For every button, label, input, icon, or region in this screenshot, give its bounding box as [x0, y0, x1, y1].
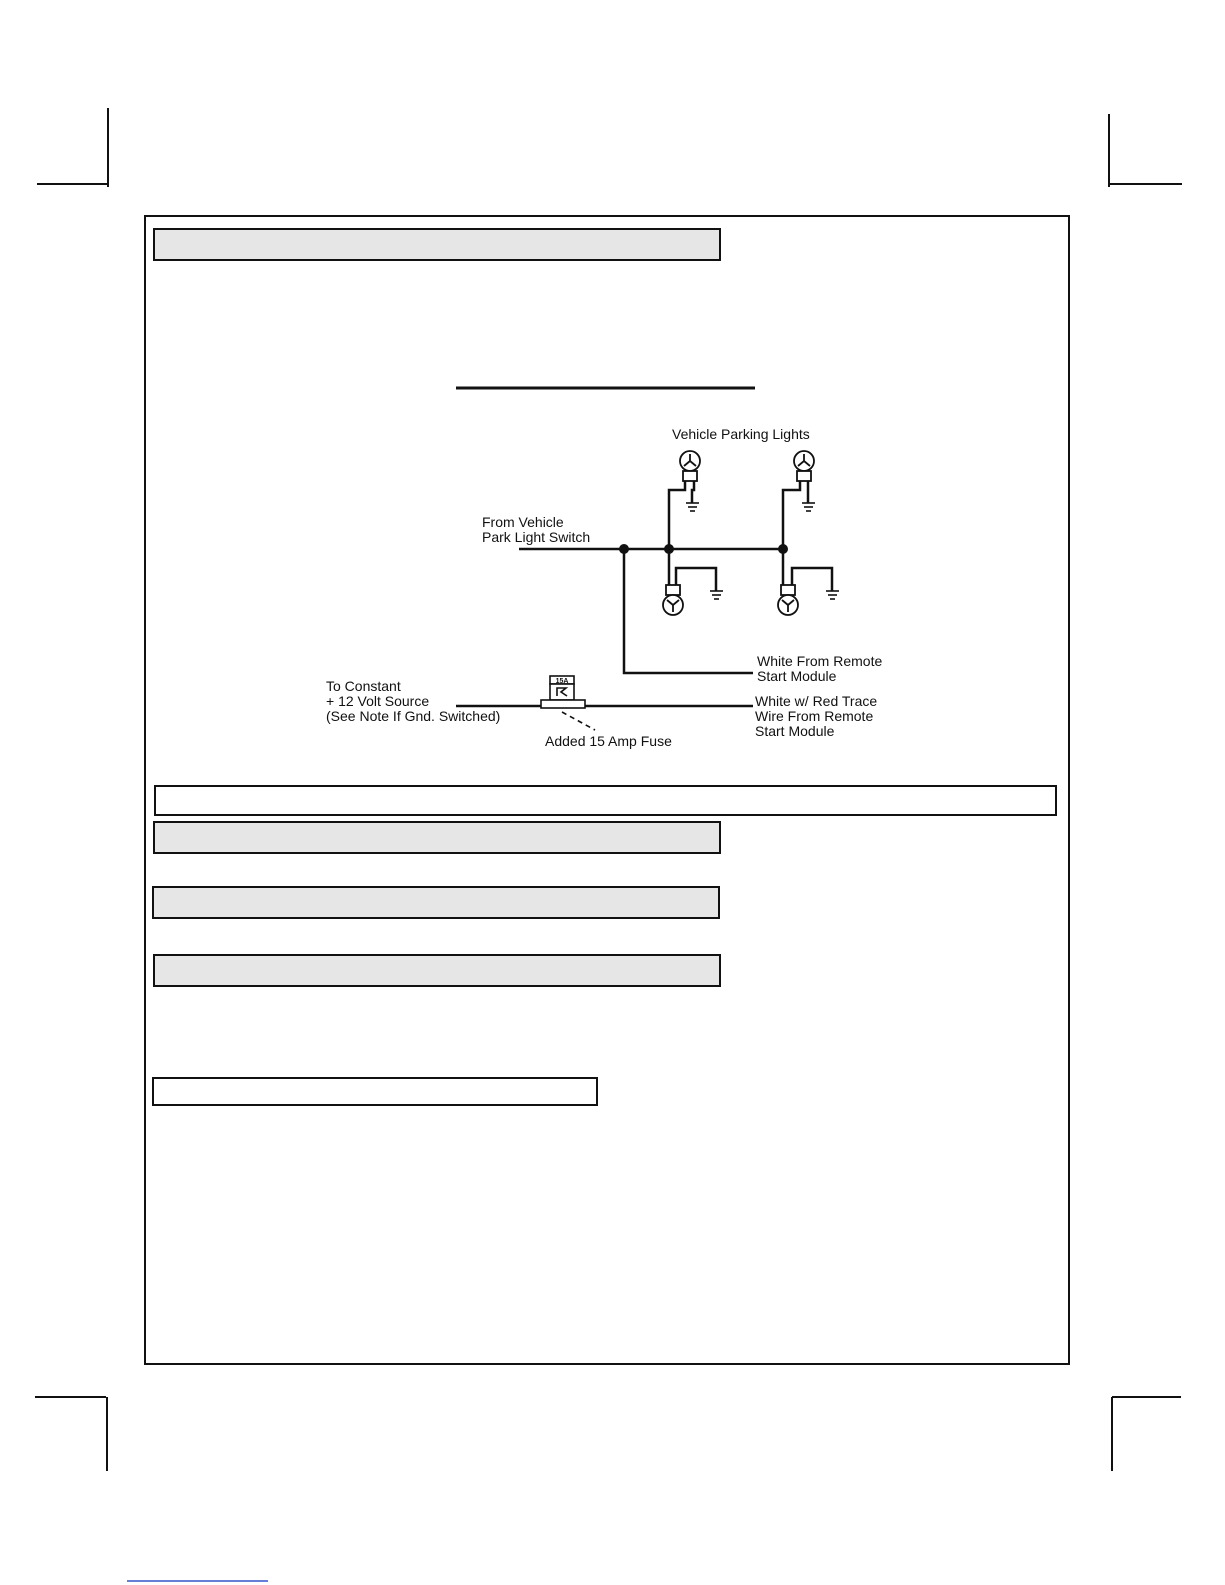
- ground-icon: [802, 503, 815, 511]
- ground-icon: [686, 503, 699, 511]
- junction-dot: [664, 544, 674, 554]
- lamp-icon: [794, 451, 814, 481]
- lamp-icon: [663, 585, 683, 615]
- junction-dot: [778, 544, 788, 554]
- section-header-bar: [154, 822, 720, 853]
- parking-lights-label: Vehicle Parking Lights: [672, 426, 810, 442]
- lamp-icon: [680, 451, 700, 481]
- section-header-bar: [153, 1078, 597, 1105]
- fuse-rating-label: 15A: [555, 678, 569, 685]
- constant-source-label-2: + 12 Volt Source: [326, 693, 430, 709]
- lamp-icon: [778, 585, 798, 615]
- constant-source-note: (See Note If Gnd. Switched): [326, 708, 501, 724]
- trace-wire-label-3: Start Module: [755, 723, 835, 739]
- section-header-bar: [155, 786, 1056, 815]
- fuse-label: Added 15 Amp Fuse: [545, 733, 672, 749]
- section-headers: [153, 229, 1056, 1105]
- section-header-bar: [154, 229, 720, 260]
- ground-icon: [710, 591, 723, 599]
- white-wire-label: White From Remote: [757, 653, 883, 669]
- white-wire-label-2: Start Module: [757, 668, 837, 684]
- ground-symbols: [686, 503, 839, 599]
- trace-wire-label-2: Wire From Remote: [755, 708, 874, 724]
- junction-dot: [619, 544, 629, 554]
- from-vehicle-label: From Vehicle: [482, 514, 564, 530]
- trace-wire-label: White w/ Red Trace: [755, 693, 878, 709]
- section-header-bar: [154, 955, 720, 986]
- constant-source-label: To Constant: [326, 678, 401, 694]
- park-light-switch-label: Park Light Switch: [482, 529, 591, 545]
- section-header-bar: [153, 887, 719, 918]
- ground-icon: [826, 591, 839, 599]
